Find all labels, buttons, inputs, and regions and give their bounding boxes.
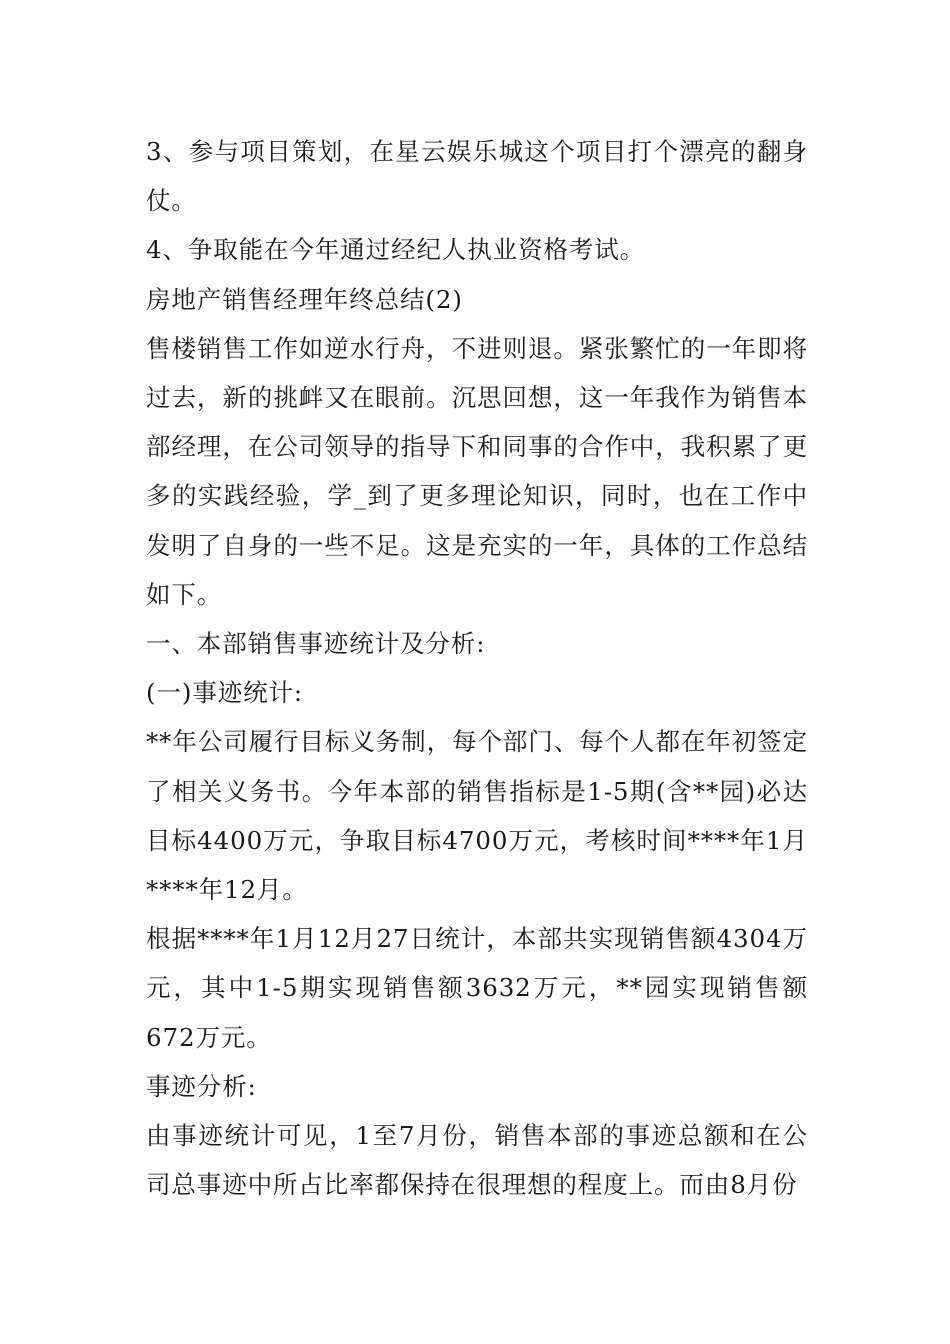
paragraph-intro: 售楼销售工作如逆水行舟，不进则退。紧张繁忙的一年即将过去，新的挑衅又在眼前。沉思回想，这一年我作为销售本部经理，在公司领导的指导下和同事的合作中，我积累了更多的实践经验，学_到了更多理论知识，同时，也在工作中发明了自身的一些不足。这是充实的一年，具体的工作总结如下。 xyxy=(146,333,808,609)
heading-analysis: 事迹分析: xyxy=(146,1071,257,1101)
paragraph-goal-3: 3、参与项目策划，在星云娱乐城这个项目打个漂亮的翻身仗。 xyxy=(146,137,808,216)
section-title: 房地产销售经理年终总结(2) xyxy=(146,284,463,314)
paragraph-analysis: 由事迹统计可见，1至7月份，销售本部的事迹总额和在公司总事迹中所占比率都保持在很理想的程度上。而由8月份 xyxy=(146,1121,808,1200)
paragraph-targets: **年公司履行目标义务制，每个部门、每个人都在年初签定了相关义务书。今年本部的销售指标是1-5期(含**园)必达目标4400万元，争取目标4700万元，考核时间****年1月****年12月。 xyxy=(146,727,808,905)
paragraph-results: 根据****年1月12月27日统计，本部共实现销售额4304万元，其中1-5期实现销售额3632万元，**园实现销售额672万元。 xyxy=(146,924,808,1052)
paragraph-goal-4: 4、争取能在今年通过经纪人执业资格考试。 xyxy=(146,235,646,265)
document-body xyxy=(146,127,808,1209)
heading-sales-analysis: 一、本部销售事迹统计及分析: xyxy=(146,629,486,659)
heading-statistics: (一)事迹统计: xyxy=(146,678,304,708)
